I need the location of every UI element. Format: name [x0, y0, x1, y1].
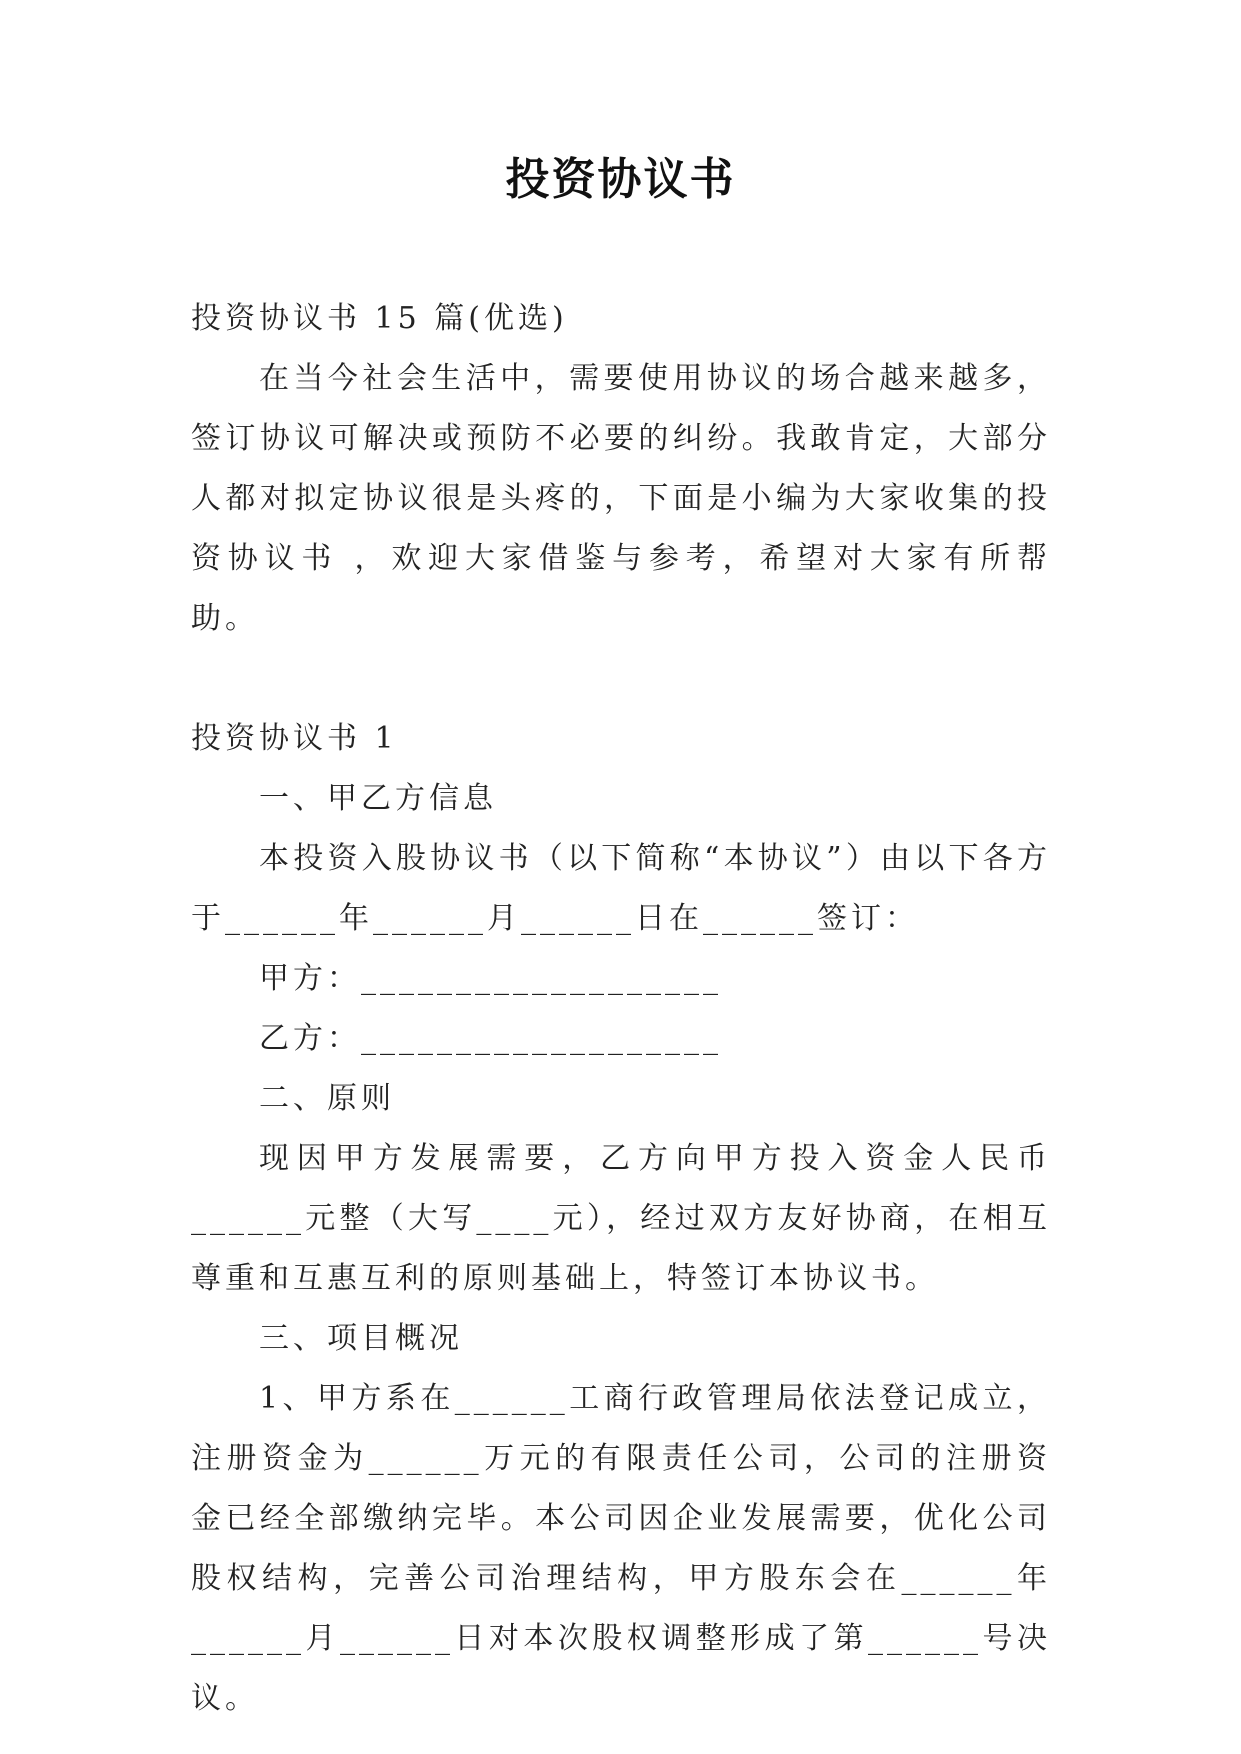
- party-b-line: 乙方：___________________: [259, 1021, 722, 1056]
- part2-heading: 二、原则: [259, 1081, 395, 1116]
- party-a-line: 甲方：___________________: [259, 961, 722, 996]
- intro-paragraph: 在当今社会生活中，需要使用协议的场合越来越多，签订协议可解决或预防不必要的纠纷。我敢肯定，大部分人都对拟定协议很是头疼的，下面是小编为大家收集的投资协议书 ，欢迎大家借鉴与参考，希望对大家有所帮助。: [191, 361, 1051, 636]
- paragraph-gap: [191, 649, 1051, 709]
- document-body: [191, 289, 1051, 1729]
- part2-paragraph: 现因甲方发展需要，乙方向甲方投入资金人民币______元整（大写____元），经过双方友好协商，在相互尊重和互惠互利的原则基础上，特签订本协议书。: [191, 1141, 1051, 1296]
- part1-paragraph: 本投资入股协议书（以下简称“本协议”）由以下各方于______年______月______日在______签订：: [191, 841, 1051, 936]
- document-title: 投资协议书: [505, 154, 736, 205]
- part3-heading: 三、项目概况: [259, 1321, 463, 1356]
- document-subtitle: 投资协议书 15 篇(优选): [191, 301, 568, 336]
- part1-heading: 一、甲乙方信息: [259, 781, 497, 816]
- section-heading: 投资协议书 1: [191, 721, 398, 756]
- part3-item1-paragraph: 1、甲方系在______工商行政管理局依法登记成立，注册资金为______万元的有限责任公司，公司的注册资金已经全部缴纳完毕。本公司因企业发展需要，优化公司股权结构，完善公司治理结构，甲方股东会在______年______月______日对本次股权调整形成了第______号决议。: [191, 1381, 1051, 1716]
